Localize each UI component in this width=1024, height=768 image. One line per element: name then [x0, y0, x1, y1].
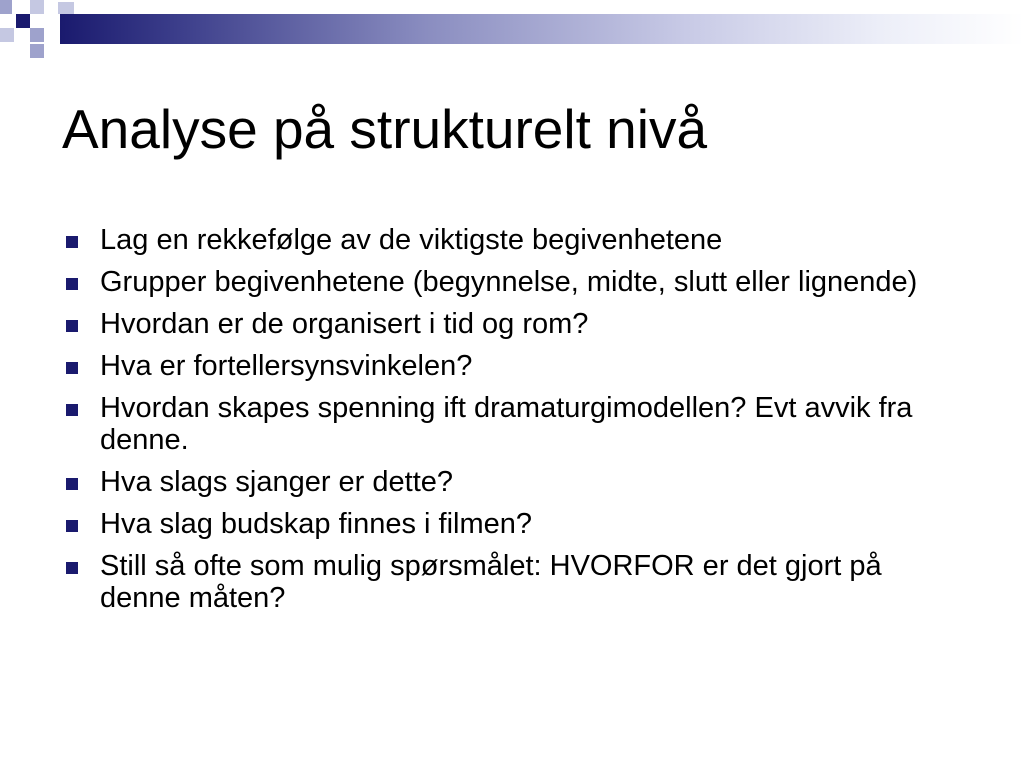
decor-square [58, 2, 74, 14]
square-bullet-icon [66, 404, 78, 416]
bullet-item [62, 350, 962, 382]
decor-square [30, 0, 44, 14]
bullet-text: Grupper begivenhetene (begynnelse, midte, slutt eller lignende) [100, 266, 918, 298]
bullet-item [62, 266, 962, 298]
bullet-text: Hvordan er de organisert i tid og rom? [100, 308, 589, 340]
square-bullet-icon [66, 520, 78, 532]
bullet-text: Lag en rekkefølge av de viktigste begivenhetene [100, 224, 723, 256]
bullet-item [62, 466, 962, 498]
decor-square [30, 28, 44, 42]
square-bullet-icon [66, 278, 78, 290]
bullet-item [62, 550, 962, 614]
bullet-text: Still så ofte som mulig spørsmålet: HVORFOR er det gjort på denne måten? [100, 550, 882, 614]
bullet-item [62, 508, 962, 540]
decor-square [0, 28, 14, 42]
square-bullet-icon [66, 236, 78, 248]
bullet-text: Hva er fortellersynsvinkelen? [100, 350, 473, 382]
decor-square [0, 0, 12, 14]
slide-title: Analyse på strukturelt nivå [62, 98, 708, 160]
square-bullet-icon [66, 478, 78, 490]
bullet-text: Hvordan skapes spenning ift dramaturgimodellen? Evt avvik fra denne. [100, 392, 913, 456]
bullet-item [62, 392, 962, 456]
square-bullet-icon [66, 562, 78, 574]
bullet-item [62, 308, 962, 340]
decor-square [30, 44, 44, 58]
bullet-text: Hva slag budskap finnes i filmen? [100, 508, 533, 540]
bullet-list [62, 224, 962, 624]
square-bullet-icon [66, 362, 78, 374]
bullet-text: Hva slags sjanger er dette? [100, 466, 454, 498]
header-gradient-bar [60, 14, 1024, 44]
square-bullet-icon [66, 320, 78, 332]
bullet-item [62, 224, 962, 256]
decor-square [16, 14, 30, 28]
